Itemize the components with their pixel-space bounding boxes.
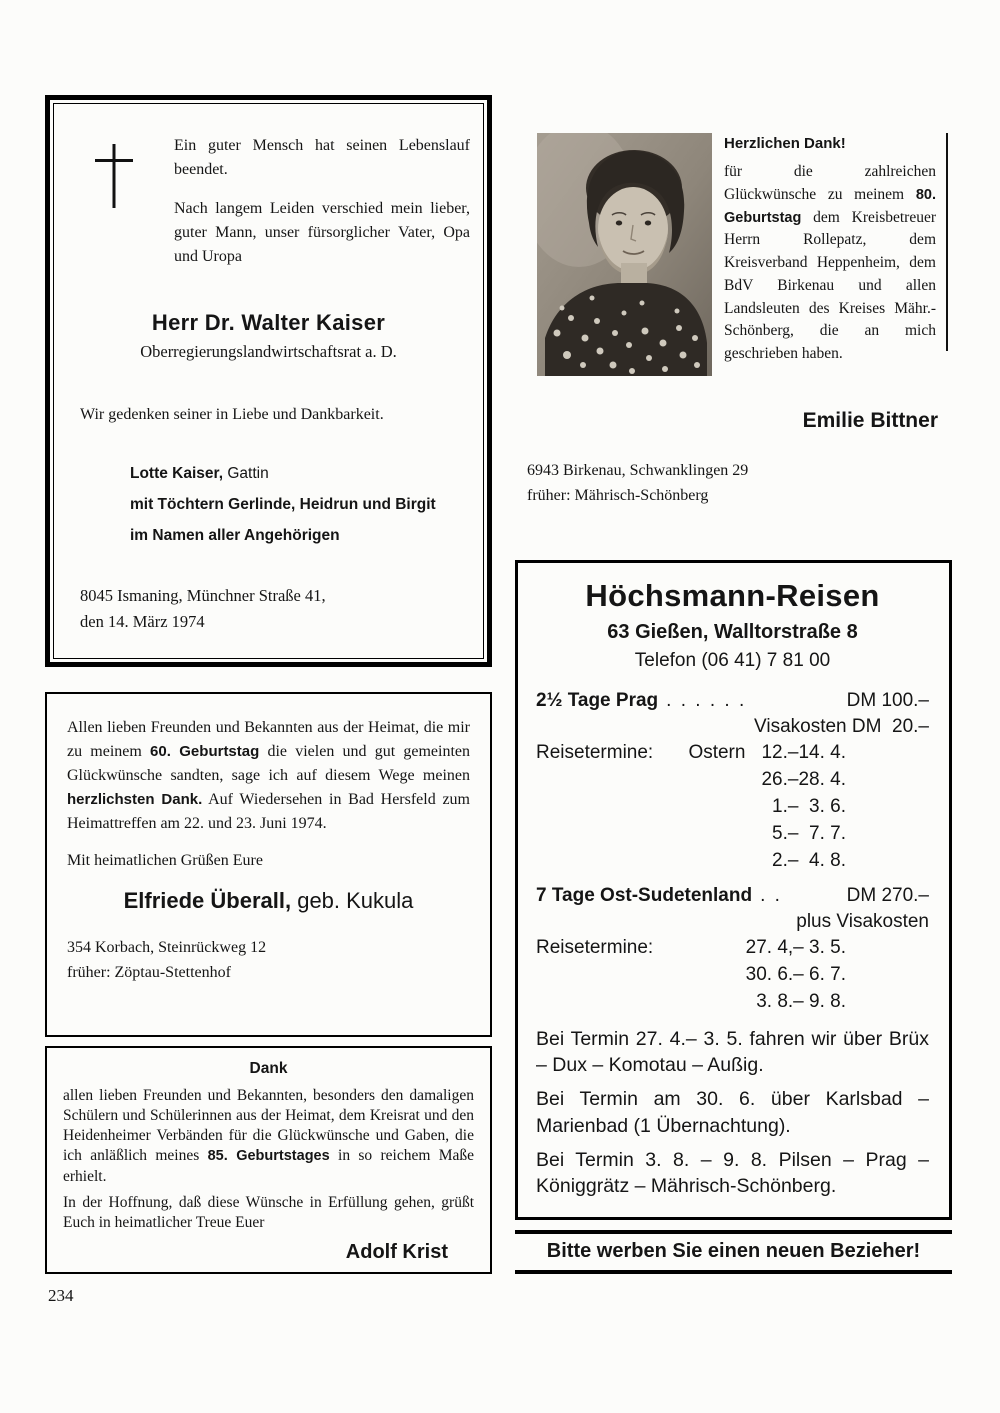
birthday-highlight: 85. Geburtstages — [207, 1148, 330, 1165]
address-line: 354 Korbach, Steinrückweg 12 — [67, 939, 267, 956]
mourner-name: Lotte Kaiser, — [130, 464, 224, 482]
dedication-line: Wir gedenken seiner in Liebe und Dankbarkeit. — [80, 405, 384, 423]
deceased-name: Herr Dr. Walter Kaiser — [151, 309, 386, 335]
text-segment: die vielen und gut gemeinten Glückwünsche sandten, sage ich auf diesem Wege meinen — [67, 743, 471, 784]
thanks-notice-ueberall — [45, 692, 492, 1037]
address-line: 6943 Birkenau, Schwanklingen 29 — [527, 462, 749, 479]
terms-date: 3. 8.– 9. 8. — [756, 990, 846, 1012]
obituary-date: den 14. März 1974 — [80, 611, 205, 631]
signature-name: Adolf Krist — [345, 1240, 448, 1263]
terms-date: 1.– 3. 6. — [772, 796, 846, 818]
trip1-terms — [536, 740, 846, 875]
herzlichen-dank-heading: Herzlichen Dank! — [724, 135, 846, 152]
obituary-address: 8045 Ismaning, Münchner Straße 41, — [80, 585, 326, 605]
text-segment: allen lieben Freunden und Bekannten, besonders den damaligen Schülern und Schülerinnen aus der Heimat, dem Kreisrat und den Heidenheimer Verbänden für die Glückwünsche und Gaben, die ich anläßlich meines — [63, 1087, 474, 1165]
reisetermine-label: Reisetermine: — [536, 742, 654, 764]
former-home-line: früher: Mährisch-Schönberg — [527, 486, 709, 504]
deceased-title: Oberregierungslandwirtschaftsrat a. D. — [140, 341, 397, 361]
dank-highlight: herzlichsten Dank. — [67, 791, 203, 808]
ad-phone: Telefon (06 41) 7 81 00 — [634, 650, 831, 672]
text-segment: für die zahlreichen Glückwünsche zu meinem — [724, 163, 936, 203]
text-segment: Auf Wiedersehen in Bad Hersfeld zum Heimattreffen am 22. und 23. Juni 1974. — [67, 791, 470, 832]
thanks-text — [63, 1086, 474, 1187]
signature-line — [67, 888, 470, 914]
route-note-3: Bei Termin 3. 8. – 9. 8. Pilsen – Prag – Königgrätz – Mährisch-Schönberg. — [536, 1149, 929, 1198]
column-rule — [946, 133, 948, 351]
terms-date: 27. 4,– 3. 5. — [745, 936, 846, 958]
dank-heading: Dank — [249, 1060, 288, 1077]
dot-leader: . . . . . . — [666, 690, 747, 712]
terms-date: 26.–28. 4. — [761, 769, 846, 791]
terms-date: 12.–14. 4. — [761, 742, 846, 764]
terms-row — [536, 935, 846, 962]
former-home-line: früher: Zöptau-Stettenhof — [67, 963, 231, 981]
terms-date: 2.– 4. 8. — [772, 849, 846, 871]
signature-name: Elfriede Überall, — [123, 888, 292, 913]
mourners-block — [130, 458, 457, 551]
trip2-price-row — [536, 885, 929, 907]
mourner-relation: Gattin — [223, 464, 269, 482]
ad-hoechsmann-reisen — [515, 560, 952, 1220]
greeting-line: Mit heimatlichen Grüßen Eure — [67, 852, 263, 869]
dot-leader: . . — [760, 884, 782, 906]
obituary-kaiser — [45, 95, 492, 667]
thanks-text — [724, 161, 936, 366]
terms-date: 5.– 7. 7. — [772, 823, 846, 844]
obituary-inner-frame — [53, 103, 484, 659]
text-segment: in so reichem Maße erhielt. — [63, 1147, 474, 1185]
terms-date: 30. 6.– 6. 7. — [745, 963, 846, 985]
signature-suffix: geb. Kukula — [291, 888, 414, 913]
birthday-highlight: 80. Geburtstag — [724, 186, 936, 226]
closing-text: In der Hoffnung, daß diese Wünsche in Erfüllung gehen, grüßt Euch in heimatlicher Treue Euer — [63, 1193, 474, 1231]
text-segment: dem Kreisbetreuer Herrn Rollepatz, dem Kreisverband Heppenheim, dem BdV Birkenau und allen Landsleuten des Kreises Mähr.-Schönberg, die an mich geschrieben haben. — [724, 208, 936, 363]
address-block — [67, 936, 470, 986]
page-number: 234 — [48, 1286, 74, 1305]
thanks-text — [67, 716, 470, 836]
birthday-highlight: 60. Geburtstag — [150, 743, 260, 760]
reisetermine-label: Reisetermine: — [536, 936, 654, 958]
route-note-2: Bei Termin am 30. 6. über Karlsbad – Marienbad (1 Übernachtung). — [536, 1088, 929, 1137]
trip1-price-row — [536, 690, 929, 712]
latin-cross-icon — [94, 144, 134, 208]
ad-title: Höchsmann-Reisen — [585, 578, 880, 613]
mourner-line — [130, 458, 457, 489]
trip1-label: 2½ Tage Prag — [536, 690, 659, 712]
terms-word: Ostern — [688, 742, 746, 764]
route-note-1: Bei Termin 27. 4.– 3. 5. fahren wir über Brüx – Dux – Komotau – Außig. — [536, 1027, 929, 1077]
obituary-intro-1: Ein guter Mensch hat seinen Lebenslauf beendet. — [174, 137, 470, 179]
trip2-price: DM 270.– — [846, 884, 929, 906]
address-block — [527, 459, 748, 509]
mourner-line: im Namen aller Angehörigen — [130, 526, 340, 544]
banner-text: Bitte werben Sie einen neuen Bezieher! — [546, 1240, 921, 1262]
subscribe-banner — [515, 1230, 952, 1274]
signature-name: Emilie Bittner — [802, 409, 938, 432]
trip2-terms — [536, 935, 846, 1016]
bittner-text-column — [724, 135, 936, 366]
terms-row — [536, 740, 846, 767]
trip1-visa-cost: Visakosten DM 20.– — [754, 716, 929, 738]
text-segment: Allen lieben Freunden und Bekannten aus der Heimat, die mir zu meinem — [67, 719, 470, 760]
trip2-label: 7 Tage Ost-Sudetenland — [536, 884, 753, 906]
mourner-line: mit Töchtern Gerlinde, Heidrun und Birgit — [130, 495, 436, 513]
trip1-price: DM 100.– — [846, 690, 929, 712]
trip2-visa-cost: plus Visakosten — [796, 910, 929, 932]
ad-address: 63 Gießen, Walltorstraße 8 — [607, 621, 858, 644]
portrait-photo — [537, 133, 712, 376]
thanks-notice-bittner — [515, 133, 950, 533]
obituary-intro-2: Nach langem Leiden verschied mein lieber, guter Mann, unser fürsorglicher Vater, Opa und Uropa — [174, 199, 470, 266]
thanks-notice-krist — [45, 1046, 492, 1274]
obituary-address-block — [80, 583, 457, 636]
